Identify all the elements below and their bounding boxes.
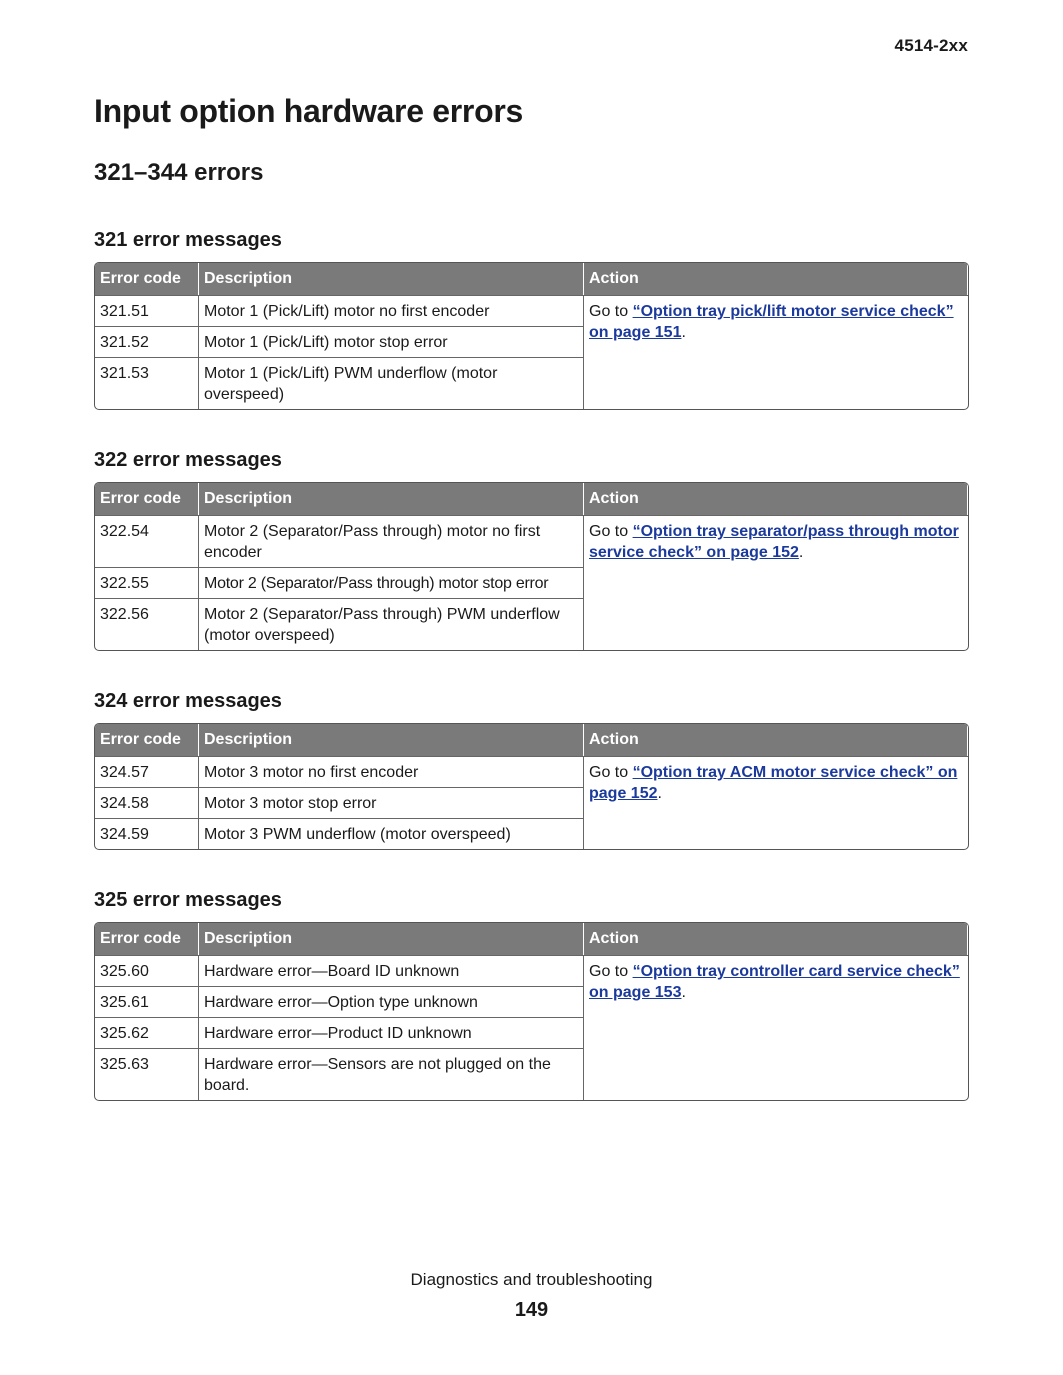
error-description-cell: Motor 2 (Separator/Pass through) motor no first encoder bbox=[199, 515, 584, 567]
error-description-cell: Hardware error—Product ID unknown bbox=[199, 1017, 584, 1048]
column-header-description: Description bbox=[199, 923, 584, 955]
error-table bbox=[94, 262, 969, 410]
error-code-cell: 325.62 bbox=[95, 1017, 199, 1048]
page-title: Input option hardware errors bbox=[94, 93, 523, 129]
error-description-cell: Motor 2 (Separator/Pass through) motor stop error bbox=[199, 567, 584, 598]
error-description-cell: Motor 1 (Pick/Lift) motor no first encoder bbox=[199, 295, 584, 326]
action-prefix: Go to bbox=[589, 963, 633, 980]
error-description-cell: Hardware error—Sensors are not plugged on the board. bbox=[199, 1048, 584, 1100]
error-section-321 bbox=[94, 228, 969, 410]
error-section-322 bbox=[94, 448, 969, 651]
error-description-cell: Motor 2 (Separator/Pass through) PWM underflow (motor overspeed) bbox=[199, 598, 584, 650]
error-description-cell: Motor 3 motor stop error bbox=[199, 787, 584, 818]
column-header-code: Error code bbox=[95, 724, 199, 756]
action-suffix: . bbox=[657, 785, 662, 802]
action-suffix: . bbox=[681, 984, 686, 1001]
action-cell bbox=[584, 955, 968, 1100]
error-description-cell: Hardware error—Board ID unknown bbox=[199, 955, 584, 986]
error-description-cell: Hardware error—Option type unknown bbox=[199, 986, 584, 1017]
action-prefix: Go to bbox=[589, 303, 633, 320]
section-subtitle: 321–344 errors bbox=[94, 159, 264, 186]
error-code-cell: 322.56 bbox=[95, 598, 199, 650]
column-header-description: Description bbox=[199, 724, 584, 756]
error-code-cell: 321.53 bbox=[95, 357, 199, 409]
error-code-cell: 321.52 bbox=[95, 326, 199, 357]
error-code-cell: 322.55 bbox=[95, 567, 199, 598]
column-header-action: Action bbox=[584, 263, 968, 295]
column-header-code: Error code bbox=[95, 263, 199, 295]
action-cell bbox=[584, 756, 968, 849]
service-check-link[interactable]: “Option tray separator/pass through motor service check” on page 152 bbox=[589, 523, 959, 561]
error-section-324 bbox=[94, 689, 969, 850]
action-prefix: Go to bbox=[589, 764, 633, 781]
error-table bbox=[94, 922, 969, 1101]
section-heading: 322 error messages bbox=[94, 449, 282, 471]
error-code-cell: 325.60 bbox=[95, 955, 199, 986]
column-header-action: Action bbox=[584, 923, 968, 955]
column-header-code: Error code bbox=[95, 483, 199, 515]
error-description-cell: Motor 3 PWM underflow (motor overspeed) bbox=[199, 818, 584, 849]
error-code-cell: 324.59 bbox=[95, 818, 199, 849]
error-section-325 bbox=[94, 888, 969, 1101]
action-cell bbox=[584, 295, 968, 409]
error-table bbox=[94, 723, 969, 850]
error-description-cell: Motor 1 (Pick/Lift) PWM underflow (motor overspeed) bbox=[199, 357, 584, 409]
footer-chapter-label: Diagnostics and troubleshooting bbox=[410, 1270, 653, 1289]
section-heading: 321 error messages bbox=[94, 229, 282, 251]
service-check-link[interactable]: “Option tray controller card service check” on page 153 bbox=[589, 963, 960, 1001]
error-code-cell: 324.57 bbox=[95, 756, 199, 787]
action-suffix: . bbox=[681, 324, 686, 341]
service-check-link[interactable]: “Option tray pick/lift motor service check” on page 151 bbox=[589, 303, 954, 341]
section-heading: 325 error messages bbox=[94, 889, 282, 911]
action-prefix: Go to bbox=[589, 523, 633, 540]
column-header-description: Description bbox=[199, 263, 584, 295]
column-header-description: Description bbox=[199, 483, 584, 515]
error-code-cell: 325.61 bbox=[95, 986, 199, 1017]
column-header-action: Action bbox=[584, 483, 968, 515]
error-code-cell: 322.54 bbox=[95, 515, 199, 567]
action-suffix: . bbox=[798, 544, 804, 561]
service-check-link[interactable]: “Option tray ACM motor service check” on page 152 bbox=[589, 764, 958, 802]
section-heading: 324 error messages bbox=[94, 690, 282, 712]
action-cell bbox=[584, 515, 968, 650]
model-number: 4514-2xx bbox=[894, 36, 968, 55]
error-description-cell: Motor 1 (Pick/Lift) motor stop error bbox=[199, 326, 584, 357]
page-number: 149 bbox=[514, 1299, 549, 1321]
error-table bbox=[94, 482, 969, 651]
error-code-cell: 324.58 bbox=[95, 787, 199, 818]
column-header-action: Action bbox=[584, 724, 968, 756]
column-header-code: Error code bbox=[95, 923, 199, 955]
error-code-cell: 321.51 bbox=[95, 295, 199, 326]
error-code-cell: 325.63 bbox=[95, 1048, 199, 1100]
error-description-cell: Motor 3 motor no first encoder bbox=[199, 756, 584, 787]
